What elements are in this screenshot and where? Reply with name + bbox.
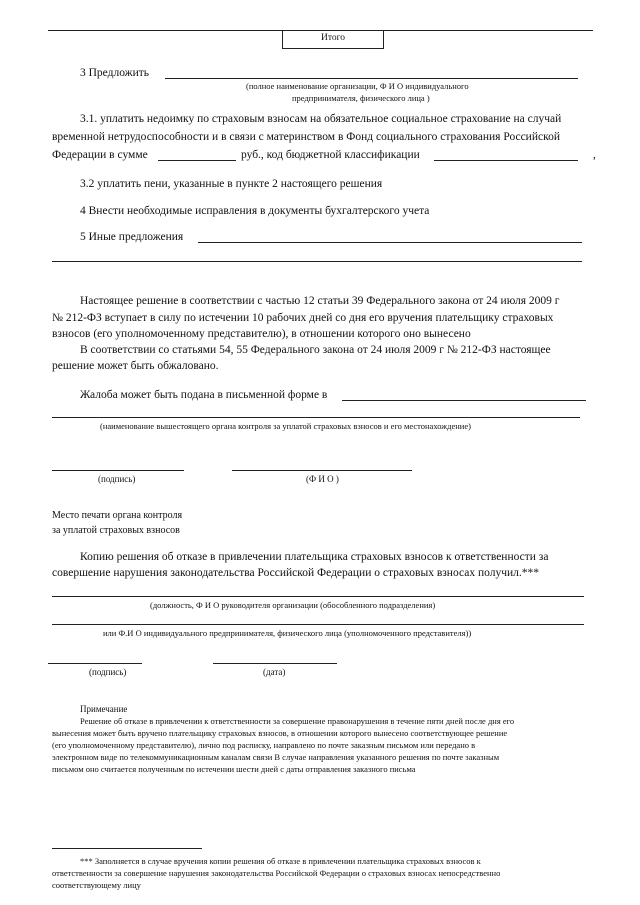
copy-date-caption: (дата) xyxy=(263,667,286,677)
copy-caption2: или Ф.И О индивидуального предпринимателя, физического лица (уполномоченного представителя)) xyxy=(103,628,472,638)
item5-field-line-2[interactable] xyxy=(52,261,582,262)
note-line5: письмом оно считается полученным по истечении шести дней с даты отправления заказного письма xyxy=(52,764,416,774)
footnote-separator xyxy=(52,848,202,849)
item3-field-line[interactable] xyxy=(165,78,578,79)
item3-caption-2: предпринимателя, физического лица ) xyxy=(292,93,430,103)
copy-line1: Копию решения об отказе в привлечении плательщика страховых взносов к ответственности за xyxy=(80,551,549,563)
item31-line1: 3.1. уплатить недоимку по страховым взносам на обязательное социальное страхование на случай xyxy=(80,113,562,125)
complaint-caption: (наименование вышестоящего органа контроля за уплатой страховых взносов и его местонахождение) xyxy=(100,421,471,431)
copy-fio-line[interactable] xyxy=(52,624,584,625)
copy-position-line[interactable] xyxy=(52,596,584,597)
decision-line5: решение может быть обжаловано. xyxy=(52,360,219,372)
fio-caption: (Ф И О ) xyxy=(306,474,339,484)
itogo-label: Итого xyxy=(320,33,346,43)
note-line3: (его уполномоченному представителю), лично под расписку, направлено по почте заказным письмом или передано в xyxy=(52,740,476,750)
complaint-label: Жалоба может быть подана в письменной форме в xyxy=(80,389,328,401)
complaint-field-line-2[interactable] xyxy=(52,417,580,418)
copy-line2: совершение нарушения законодательства Российской Федерации о страховых взносах получил.*** xyxy=(52,567,539,579)
footnote-line3: соответствующему лицу xyxy=(52,880,141,890)
note-line1: Решение об отказе в привлечении к ответственности за совершение правонарушения в течение пяти дней после дня его xyxy=(80,716,515,726)
item31-line2: временной нетрудоспособности и в связи с материнством в Фонд социального страхования Российской xyxy=(52,131,561,143)
kbk-field-line[interactable] xyxy=(434,160,578,161)
copy-date-line[interactable] xyxy=(213,663,337,664)
stamp-line1: Место печати органа контроля xyxy=(52,510,183,521)
item5-field-line[interactable] xyxy=(198,242,582,243)
item31-line3b: руб., код бюджетной классификации xyxy=(241,149,420,161)
item31-line3c: , xyxy=(593,149,596,161)
signature-caption: (подпись) xyxy=(98,474,136,484)
copy-sign-caption: (подпись) xyxy=(89,667,127,677)
complaint-field-line[interactable] xyxy=(342,400,586,401)
copy-caption1: (должность, Ф И О руководителя организации (обособленного подразделения) xyxy=(150,600,436,610)
note-line2: вынесения может быть вручено плательщику страховых взносов, в отношении которого вынесено соответствующее решение xyxy=(52,728,508,738)
item32: 3.2 уплатить пени, указанные в пункте 2 настоящего решения xyxy=(80,178,383,190)
decision-line3: взносов (его уполномоченному представителю), в отношении которого оно вынесено xyxy=(52,328,471,340)
fio-line[interactable] xyxy=(232,470,412,471)
item31-line3a: Федерации в сумме xyxy=(52,149,148,161)
stamp-line2: за уплатой страховых взносов xyxy=(52,525,180,536)
decision-line2: № 212-ФЗ вступает в силу по истечении 10 рабочих дней со дня его вручения плательщику страховых xyxy=(52,312,554,324)
signature-line[interactable] xyxy=(52,470,184,471)
copy-sign-line[interactable] xyxy=(48,663,142,664)
item5: 5 Иные предложения xyxy=(80,231,184,243)
sum-field-line[interactable] xyxy=(158,160,236,161)
footnote-line1: *** Заполняется в случае вручения копии решения об отказе в привлечении плательщика страховых взносов к xyxy=(80,856,481,866)
item4: 4 Внести необходимые исправления в документы бухгалтерского учета xyxy=(80,205,430,217)
itogo-cell xyxy=(282,30,384,49)
decision-line4: В соответствии со статьями 54, 55 Федерального закона от 24 июля 2009 г № 212-ФЗ настоящее xyxy=(80,344,551,356)
footnote-line2: ответственности за совершение нарушения законодательства Российской Федерации о страховых взносах непосредственно xyxy=(52,868,501,878)
note-title: Примечание xyxy=(80,704,128,714)
item3-label: 3 Предложить xyxy=(80,67,150,79)
decision-line1: Настоящее решение в соответствии с частью 12 статьи 39 Федерального закона от 24 июля 2009 г xyxy=(80,295,560,307)
item3-caption-1: (полное наименование организации, Ф И О индивидуального xyxy=(246,81,469,91)
note-line4: электронном виде по телекоммуникационным каналам связи В случае направления указанного решения по почте заказным xyxy=(52,752,500,762)
